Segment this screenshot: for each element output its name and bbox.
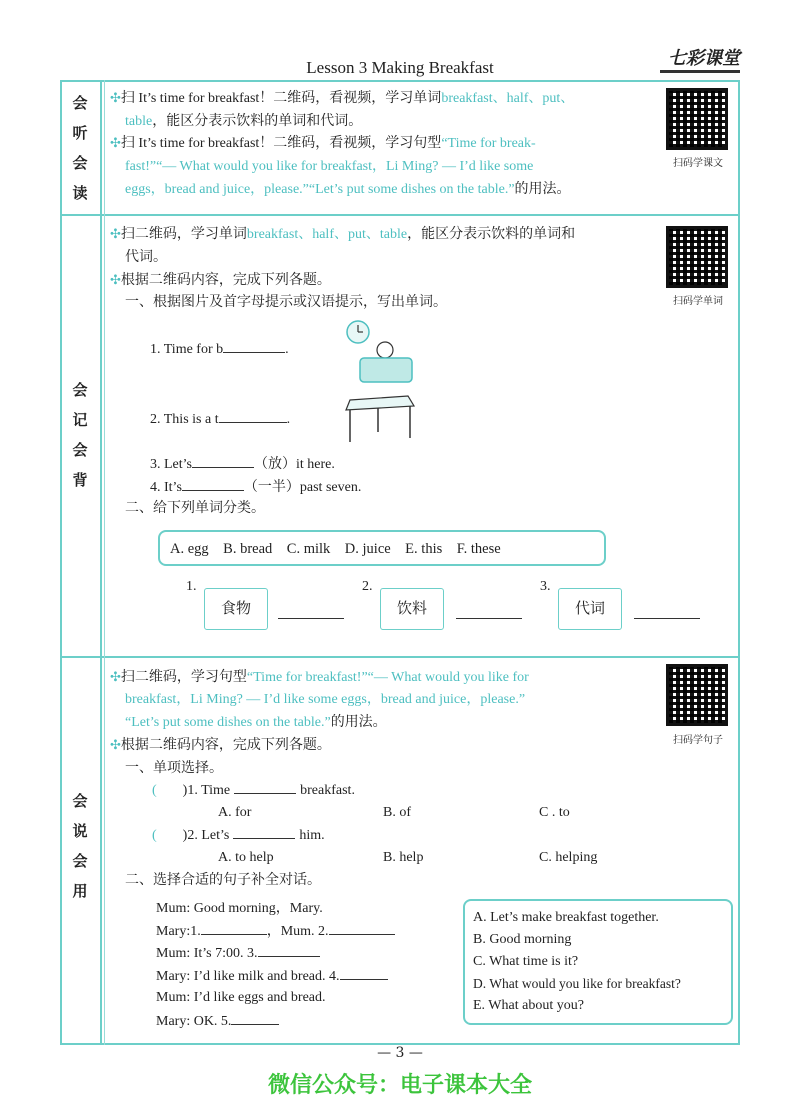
breakfast-illustration xyxy=(340,318,420,386)
choice-a: A. Let’s make breakfast together. xyxy=(473,910,659,925)
qr-caption: 扫码学句子 xyxy=(673,735,723,746)
star-icon: ✣ xyxy=(110,738,121,753)
dialog-line: Mum: Good morning，Mary. xyxy=(156,901,323,916)
answer-blank[interactable] xyxy=(192,453,254,468)
dialog-line: Mary: OK. 5. xyxy=(156,1010,279,1033)
category-number: 3. xyxy=(540,579,551,594)
mc2-option-b[interactable]: B. help xyxy=(383,850,424,865)
listen-line-2: table，能区分表示饮料的单词和代词。 xyxy=(125,114,363,129)
answer-blank[interactable] xyxy=(182,476,244,491)
answer-blank[interactable] xyxy=(634,604,700,619)
section-label-listen: 会 听 会 读 xyxy=(72,94,88,202)
section-divider xyxy=(60,214,740,216)
dialog-line: Mum: I’d like eggs and bread. xyxy=(156,990,326,1005)
mc2-option-c[interactable]: C. helping xyxy=(539,850,598,865)
category-number: 2. xyxy=(362,579,373,594)
star-icon: ✣ xyxy=(110,273,121,288)
mc-title: 一、单项选择。 xyxy=(125,761,223,776)
question-4: 4. It’s （一半）past seven. xyxy=(150,476,361,499)
page-number: — 3 — xyxy=(377,1045,423,1061)
mc-question-1: ( )1. Time breakfast. xyxy=(152,779,355,802)
star-icon: ✣ xyxy=(110,91,121,106)
listen-line-4: fast!”“— What would you like for breakfast，Li Ming? — I’d like some xyxy=(125,159,534,174)
category-number: 1. xyxy=(186,579,197,594)
page-title: Lesson 3 Making Breakfast xyxy=(306,58,494,77)
section-label-use: 会 说 会 用 xyxy=(72,792,88,900)
choice-e: E. What about you? xyxy=(473,998,584,1013)
star-icon: ✣ xyxy=(110,670,121,685)
answer-blank[interactable] xyxy=(234,779,296,794)
section-divider xyxy=(60,656,740,658)
qr-code-icon[interactable] xyxy=(666,88,728,150)
remember-line-1: ✣扫二维码，学习单词breakfast、half、put、table，能区分表示饮料的单词和 xyxy=(110,227,576,242)
qr-code-icon[interactable] xyxy=(666,664,728,726)
use-line-4: ✣根据二维码内容，完成下列各题。 xyxy=(110,738,331,753)
dialog-line: Mary: I’d like milk and bread. 4. xyxy=(156,965,388,988)
word-options-box xyxy=(158,530,606,566)
answer-blank[interactable] xyxy=(201,920,267,935)
choice-d: D. What would you like for breakfast? xyxy=(473,976,681,991)
category-pronoun: 代词 xyxy=(558,588,622,630)
use-line-3: “Let’s put some dishes on the table.”的用法。 xyxy=(125,715,387,730)
remember-line-3: ✣根据二维码内容，完成下列各题。 xyxy=(110,273,331,288)
choice-c: C. What time is it? xyxy=(473,954,579,969)
category-food: 食物 xyxy=(204,588,268,630)
question-3: 3. Let’s （放）it here. xyxy=(150,453,335,476)
listen-line-1: ✣扫 It’s time for breakfast！二维码，看视频，学习单词breakfast、half、put、 xyxy=(110,91,575,106)
answer-blank[interactable] xyxy=(340,965,388,980)
mc1-option-b[interactable]: B. of xyxy=(383,805,411,820)
star-icon: ✣ xyxy=(110,227,121,242)
mc-question-2: ( )2. Let’s him. xyxy=(152,824,325,847)
dialog-choices-box xyxy=(463,899,733,1025)
mc1-option-c[interactable]: C . to xyxy=(539,805,570,820)
question-1: 1. Time for b . xyxy=(150,338,289,361)
brand-underline xyxy=(660,70,740,73)
answer-blank[interactable] xyxy=(278,604,344,619)
answer-blank[interactable] xyxy=(329,920,395,935)
part2-title: 二、给下列单词分类。 xyxy=(125,501,265,516)
use-line-1: ✣扫二维码，学习句型“Time for breakfast!”“— What would you like for xyxy=(110,670,529,685)
dialog-line: Mary:1. ，Mum. 2. xyxy=(156,920,395,943)
question-2: 2. This is a t . xyxy=(150,408,290,431)
answer-blank[interactable] xyxy=(223,338,285,353)
table-illustration xyxy=(342,392,418,444)
word-options: A. egg B. bread C. milk D. juice E. this F. these xyxy=(170,541,501,557)
listen-line-5: eggs，bread and juice，please.”“Let’s put some dishes on the table.”的用法。 xyxy=(125,182,571,197)
answer-blank[interactable] xyxy=(258,942,320,957)
section-label-remember: 会 记 会 背 xyxy=(72,381,88,489)
use-line-2: breakfast，Li Ming? — I’d like some eggs，bread and juice，please.” xyxy=(125,692,526,707)
remember-line-2: 代词。 xyxy=(125,250,167,265)
brand-logo: 七彩课堂 xyxy=(668,48,740,69)
category-drink: 饮料 xyxy=(380,588,444,630)
answer-blank[interactable] xyxy=(231,1010,279,1025)
qr-caption: 扫码学课文 xyxy=(673,158,723,169)
listen-line-3: ✣扫 It’s time for breakfast！二维码，看视频，学习句型“Time for break- xyxy=(110,136,536,151)
mc2-option-a[interactable]: A. to help xyxy=(218,850,274,865)
dialog-title: 二、选择合适的句子补全对话。 xyxy=(125,873,321,888)
side-column-inner-divider xyxy=(104,80,105,1045)
answer-blank[interactable] xyxy=(233,824,295,839)
choice-b: B. Good morning xyxy=(473,932,572,947)
qr-code-icon[interactable] xyxy=(666,226,728,288)
part1-title: 一、根据图片及首字母提示或汉语提示，写出单词。 xyxy=(125,295,447,310)
qr-caption: 扫码学单词 xyxy=(673,296,723,307)
answer-blank[interactable] xyxy=(219,408,287,423)
answer-blank[interactable] xyxy=(456,604,522,619)
star-icon: ✣ xyxy=(110,136,121,151)
mc1-option-a[interactable]: A. for xyxy=(218,805,252,820)
watermark: 微信公众号：电子课本大全 xyxy=(267,1073,532,1098)
side-column-divider xyxy=(100,80,102,1045)
dialog-line: Mum: It’s 7:00. 3. xyxy=(156,942,320,965)
